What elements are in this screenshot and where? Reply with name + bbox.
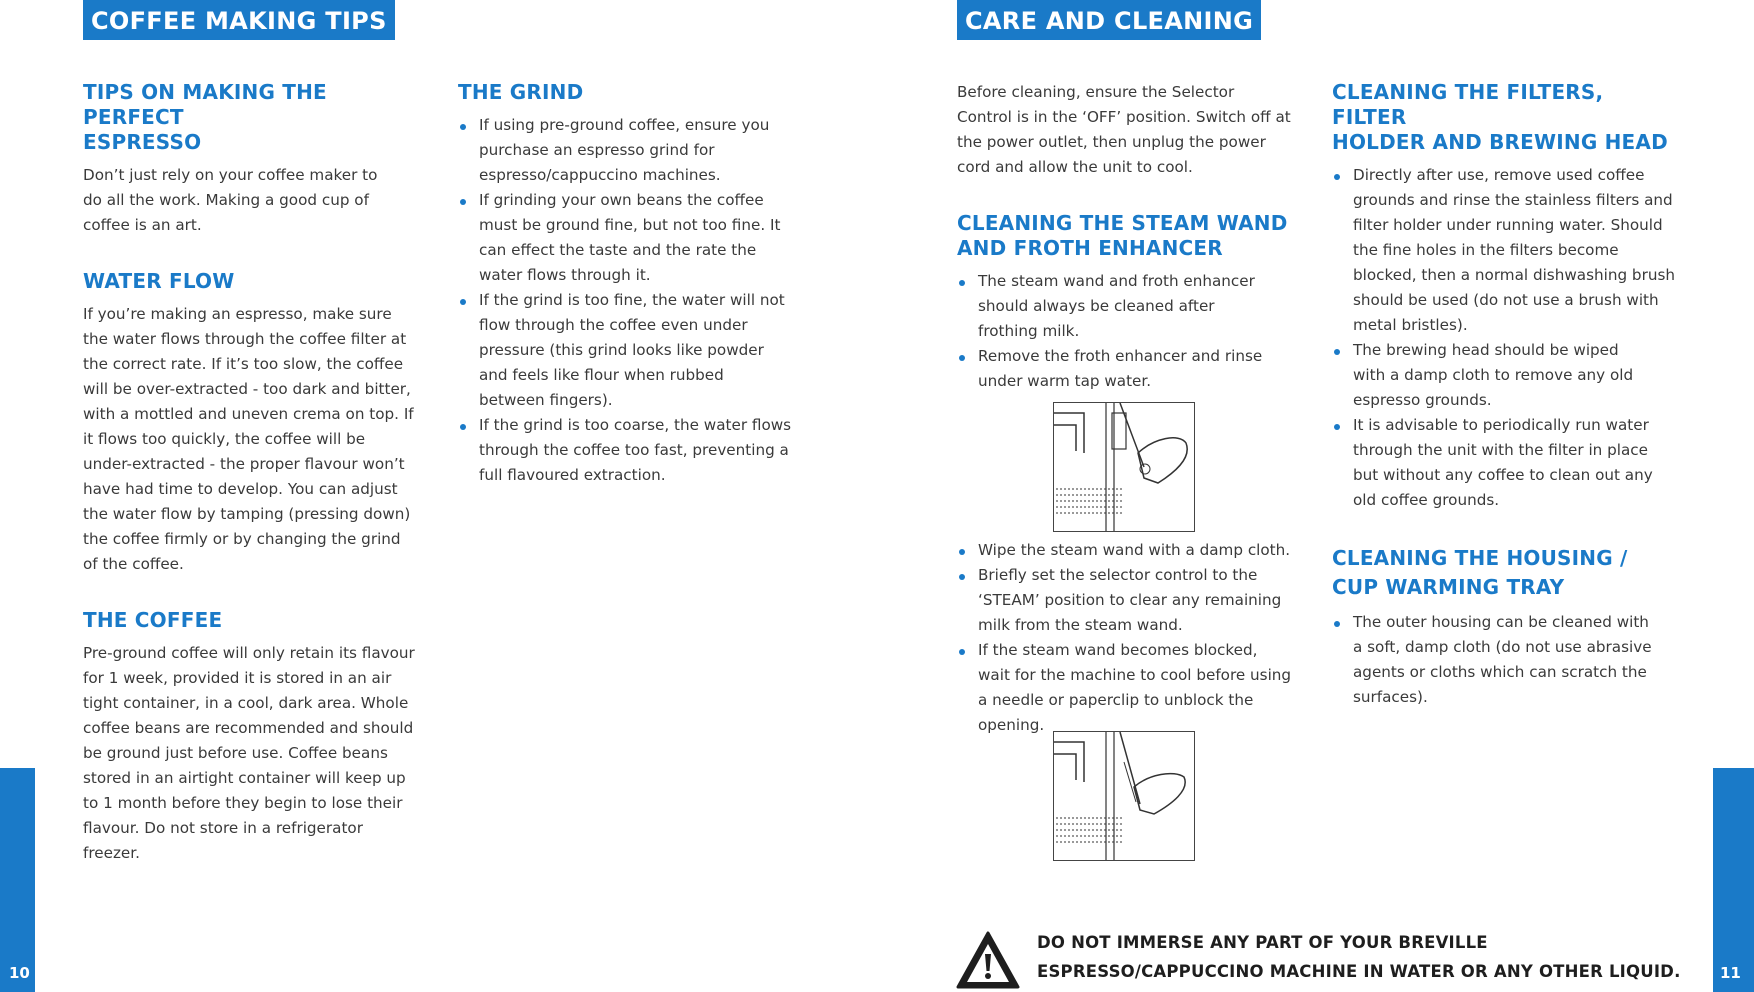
body-water-flow: If you’re making an espresso, make sure the water flows through the coffee filter at the correct rate. If it’s too slow, the coffee will be over-extracted - too dark and bitter, with a mottled and uneven crema on top. If it flows too quickly, the coffee will be under-extracted - the proper flavour won’t have had time to develop. You can adjust the water flow by tamping (pressing down) the coffee firmly or by changing the grind of the coffee. bbox=[83, 305, 414, 573]
list-item: Wipe the steam wand with a damp cloth. bbox=[957, 538, 1292, 563]
heading-line: CLEANING THE STEAM WAND bbox=[957, 211, 1288, 235]
list-item: If the steam wand becomes blocked, wait for the machine to cool before using a needle or paperclip to unblock the opening. bbox=[957, 638, 1292, 738]
heading-line: AND FROTH ENHANCER bbox=[957, 236, 1223, 260]
heading-the-grind: THE GRIND bbox=[458, 80, 584, 104]
heading-line: HOLDER AND BREWING HEAD bbox=[1332, 130, 1668, 154]
section-perfect-espresso bbox=[83, 80, 418, 238]
section-filters bbox=[1332, 80, 1677, 513]
list-steam-wand-b bbox=[957, 538, 1292, 738]
heading-line: ESPRESSO bbox=[83, 130, 202, 154]
list-the-grind bbox=[458, 113, 793, 488]
section-housing bbox=[1332, 544, 1677, 710]
list-item: If using pre-ground coffee, ensure you purchase an espresso grind for espresso/cappuccino machines. bbox=[458, 113, 793, 188]
list-item: The brewing head should be wiped with a damp cloth to remove any old espresso grounds. bbox=[1332, 338, 1643, 413]
section-water-flow bbox=[83, 269, 418, 577]
left-page-tab bbox=[0, 768, 35, 992]
heading-perfect-espresso bbox=[83, 80, 418, 155]
list-item: If the grind is too coarse, the water flows through the coffee too fast, preventing a full flavoured extraction. bbox=[458, 413, 793, 488]
heading-water-flow: WATER FLOW bbox=[83, 269, 235, 293]
list-housing bbox=[1332, 610, 1677, 710]
heading-the-coffee: THE COFFEE bbox=[83, 608, 223, 632]
left-page-banner: COFFEE MAKING TIPS bbox=[83, 0, 395, 40]
right-page-tab bbox=[1713, 768, 1754, 992]
warning-line: DO NOT IMMERSE ANY PART OF YOUR BREVILLE bbox=[1037, 933, 1488, 952]
steam-wand-illustration bbox=[1053, 402, 1195, 532]
list-filters bbox=[1332, 163, 1677, 513]
page-number-left: 10 bbox=[9, 964, 30, 982]
heading-line: CUP WARMING TRAY bbox=[1332, 575, 1565, 599]
warning-text bbox=[1037, 928, 1681, 986]
heading-line: CLEANING THE FILTERS, FILTER bbox=[1332, 80, 1604, 129]
column-1 bbox=[83, 80, 418, 897]
list-item: Remove the froth enhancer and rinse under warm tap water. bbox=[957, 344, 1292, 394]
warning-triangle-icon bbox=[955, 930, 1021, 990]
steam-wand-illustration bbox=[1053, 731, 1195, 861]
section-the-coffee bbox=[83, 608, 418, 866]
column-3 bbox=[957, 80, 1292, 394]
list-steam-wand-a bbox=[957, 269, 1292, 394]
heading-line: CLEANING THE HOUSING / bbox=[1332, 546, 1628, 570]
list-item: It is advisable to periodically run water through the unit with the filter in place but without any coffee to clean out any old coffee grounds. bbox=[1332, 413, 1668, 513]
page-number-right: 11 bbox=[1720, 964, 1741, 982]
heading-filters bbox=[1332, 80, 1677, 155]
list-item: Briefly set the selector control to the ‘STEAM’ position to clear any remaining milk from the steam wand. bbox=[957, 563, 1292, 638]
heading-line: TIPS ON MAKING THE PERFECT bbox=[83, 80, 327, 129]
list-item: The outer housing can be cleaned with a soft, damp cloth (do not use abrasive agents or cloths which can scratch the surfaces). bbox=[1332, 610, 1653, 710]
heading-steam-wand bbox=[957, 211, 1292, 261]
warning-line: ESPRESSO/CAPPUCCINO MACHINE IN WATER OR ANY OTHER LIQUID. bbox=[1037, 962, 1681, 981]
body-the-coffee: Pre-ground coffee will only retain its flavour for 1 week, provided it is stored in an air tight container, in a cool, dark area. Whole coffee beans are recommended and should be ground just before use. Coffee beans stored in an airtight container will keep up to 1 month before they begin to lose their flavour. Do not store in a refrigerator freezer. bbox=[83, 644, 415, 862]
list-item: If the grind is too fine, the water will not flow through the coffee even under pressure (this grind looks like powder and feels like flour when rubbed between fingers). bbox=[458, 288, 793, 413]
body-perfect-espresso: Don’t just rely on your coffee maker to do all the work. Making a good cup of coffee is an art. bbox=[83, 166, 378, 234]
list-item: The steam wand and froth enhancer should always be cleaned after frothing milk. bbox=[957, 269, 1268, 344]
column-4 bbox=[1332, 80, 1677, 741]
list-item: Directly after use, remove used coffee grounds and rinse the stainless filters and filter holder under running water. Should the fine holes in the filters become blocked, then a normal dishwashing brush should be used (do not use a brush with metal bristles). bbox=[1332, 163, 1677, 338]
right-page-banner: CARE AND CLEANING bbox=[957, 0, 1261, 40]
column-2 bbox=[458, 80, 793, 488]
body-intro: Before cleaning, ensure the Selector Control is in the ‘OFF’ position. Switch off at the power outlet, then unplug the power cord and allow the unit to cool. bbox=[957, 83, 1291, 176]
list-item: If grinding your own beans the coffee must be ground fine, but not too fine. It can effect the taste and the rate the water flows through it. bbox=[458, 188, 793, 288]
heading-housing bbox=[1332, 544, 1677, 602]
